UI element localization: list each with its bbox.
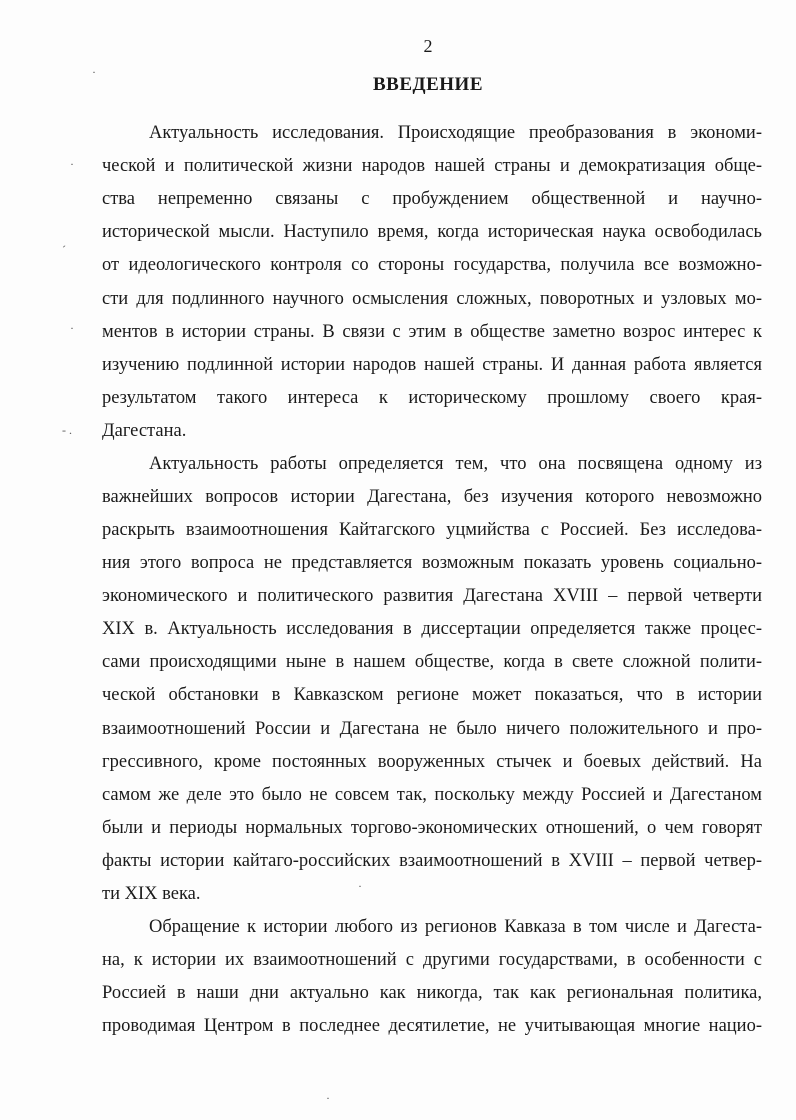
page-number: 2 (423, 36, 433, 56)
text-line: сти для подлинного научного осмысления сложных, поворотных и узловых мо- (102, 289, 762, 309)
scan-speck: ˊ (62, 243, 66, 257)
text-line: результатом такого интереса к историческому прошлому своего края- (102, 388, 762, 408)
text-line: взаимоотношений России и Дагестана не было ничего положительного и про- (102, 719, 762, 739)
scan-speck: · (70, 321, 74, 335)
text-line: ства непременно связаны с пробуждением общественной и научно- (102, 189, 762, 209)
text-line: Актуальность работы определяется тем, что она посвящена одному из (149, 454, 762, 474)
text-line: ния этого вопроса не представляется возможным показать уровень социально- (102, 553, 762, 573)
text-line: грессивного, кроме постоянных вооруженных стычек и боевых действий. На (102, 752, 762, 772)
scan-speck: · (70, 157, 74, 171)
section-heading: ВВЕДЕНИЕ (373, 74, 483, 95)
text-line: от идеологического контроля со стороны государства, получила все возможно- (102, 255, 762, 275)
text-line: ческой обстановки в Кавказском регионе может показаться, что в истории (102, 685, 762, 705)
text-line: XIX в. Актуальность исследования в диссертации определяется также процес- (102, 619, 762, 639)
text-line: ментов в истории страны. В связи с этим в обществе заметно возрос интерес к (102, 322, 762, 342)
text-line: ческой и политической жизни народов нашей страны и демократизация обще- (102, 156, 762, 176)
text-line: Россией в наши дни актуально как никогда, так как региональная политика, (102, 983, 762, 1003)
text-line: изучению подлинной истории народов нашей страны. И данная работа является (102, 355, 762, 375)
text-line: факты истории кайтаго-российских взаимоотношений в XVIII – первой четвер- (102, 851, 762, 871)
text-line: экономического и политического развития Дагестана XVIII – первой четверти (102, 586, 762, 606)
text-line: были и периоды нормальных торгово-экономических отношений, о чем говорят (102, 818, 762, 838)
text-line: исторической мысли. Наступило время, когда историческая наука освободилась (102, 222, 762, 242)
text-line: проводимая Центром в последнее десятилетие, не учитывающая многие нацио- (102, 1016, 762, 1036)
text-line: раскрыть взаимоотношения Кайтагского уцмийства с Россией. Без исследова- (102, 520, 762, 540)
text-line: Актуальность исследования. Происходящие преобразования в экономи- (149, 123, 762, 143)
text-line: самом же деле это было не совсем так, поскольку между Россией и Дагестаном (102, 785, 762, 805)
text-line: Дагестана. (102, 421, 187, 441)
scan-speck: · (92, 65, 96, 79)
scan-speck: · (326, 1091, 330, 1105)
text-line: на, к истории их взаимоотношений с другими государствами, в особенности с (102, 950, 762, 970)
text-line: ти XIX века. (102, 884, 201, 904)
text-line: сами происходящими ныне в нашем обществе, когда в свете сложной полити- (102, 652, 762, 672)
scan-speck: - . (62, 423, 72, 437)
text-line: важнейших вопросов истории Дагестана, без изучения которого невозможно (102, 487, 762, 507)
scan-speck: · (358, 879, 362, 893)
text-line: Обращение к истории любого из регионов Кавказа в том числе и Дагеста- (149, 917, 762, 937)
